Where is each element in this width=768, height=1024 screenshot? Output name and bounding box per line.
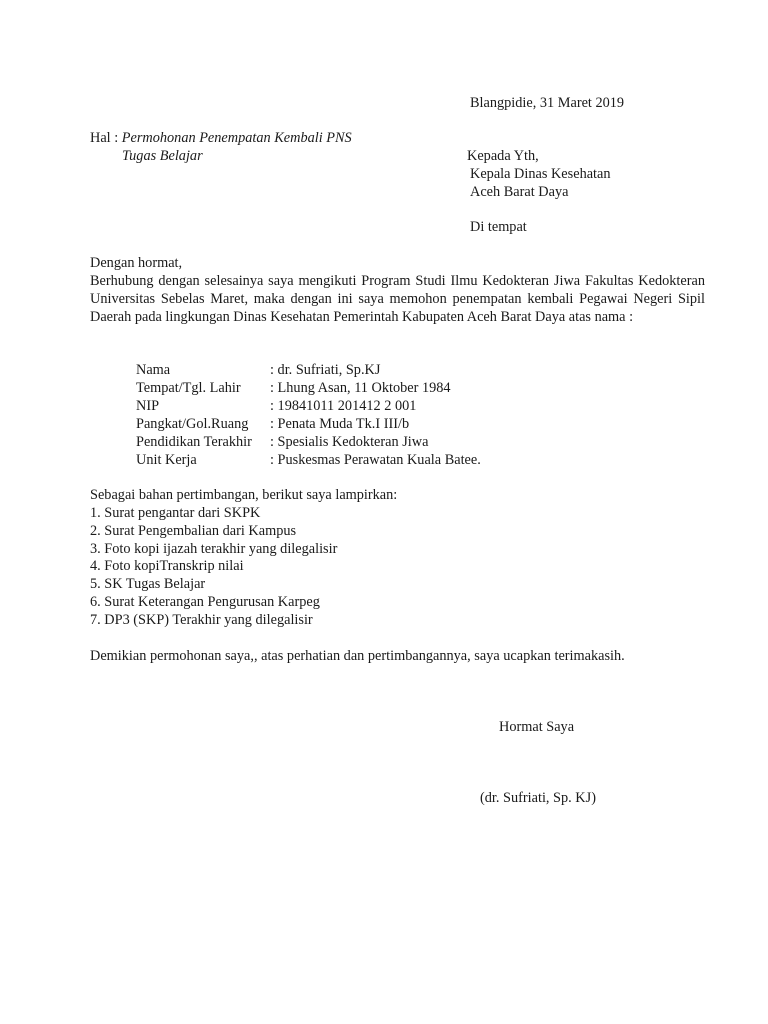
list-item: 5. SK Tugas Belajar [90,576,206,592]
closing-paragraph: Demikian permohonan saya,, atas perhatian dan pertimbangannya, saya ucapkan terimakasih. [90,648,625,664]
subject-line-1 [90,129,352,147]
list-item: 2. Surat Pengembalian dari Kampus [90,523,297,539]
subject-line-2: Tugas Belajar [122,148,203,164]
identity-value: : Puskesmas Perawatan Kuala Batee. [270,452,481,468]
identity-value: : Spesialis Kedokteran Jiwa [270,434,429,450]
list-item: 3. Foto kopi ijazah terakhir yang dilegalisir [90,541,338,557]
recipient-line-4: Di tempat [470,219,527,235]
subject-title: Permohonan Penempatan Kembali PNS [121,130,352,146]
intro-paragraph: Berhubung dengan selesainya saya mengikuti Program Studi Ilmu Kedokteran Jiwa Fakultas Kedokteran Universitas Sebelas Maret, maka dengan ini saya memohon penempatan kembali Pegawai Negeri Sipil Daerah pada lingkungan Dinas Kesehatan Pemerintah Kabupaten Aceh Barat Daya atas nama : [90,273,705,326]
list-item: 6. Surat Keterangan Pengurusan Karpeg [90,594,320,610]
identity-value: : Lhung Asan, 11 Oktober 1984 [270,380,451,396]
list-item: 7. DP3 (SKP) Terakhir yang dilegalisir [90,612,313,628]
identity-label: NIP [136,398,160,414]
identity-label: Pendidikan Terakhir [136,434,252,450]
list-item: 4. Foto kopiTranskrip nilai [90,558,244,574]
identity-value: : 19841011 201412 2 001 [270,398,417,414]
identity-label: Tempat/Tgl. Lahir [136,380,241,396]
signoff: Hormat Saya [499,719,575,735]
list-item: 1. Surat pengantar dari SKPK [90,505,261,521]
attachments-intro: Sebagai bahan pertimbangan, berikut saya lampirkan: [90,487,398,503]
place-date: Blangpidie, 31 Maret 2019 [470,95,625,111]
identity-label: Pangkat/Gol.Ruang [136,416,249,432]
identity-value: : dr. Sufriati, Sp.KJ [270,362,381,378]
subject-prefix: Hal : [90,130,122,146]
identity-label: Nama [136,362,171,378]
identity-value: : Penata Muda Tk.I III/b [270,416,410,432]
identity-label: Unit Kerja [136,452,197,468]
signature-name: (dr. Sufriati, Sp. KJ) [480,790,596,806]
recipient-line-1: Kepada Yth, [467,148,539,164]
recipient-line-3: Aceh Barat Daya [470,184,569,200]
recipient-line-2: Kepala Dinas Kesehatan [470,166,611,182]
greeting: Dengan hormat, [90,255,183,271]
